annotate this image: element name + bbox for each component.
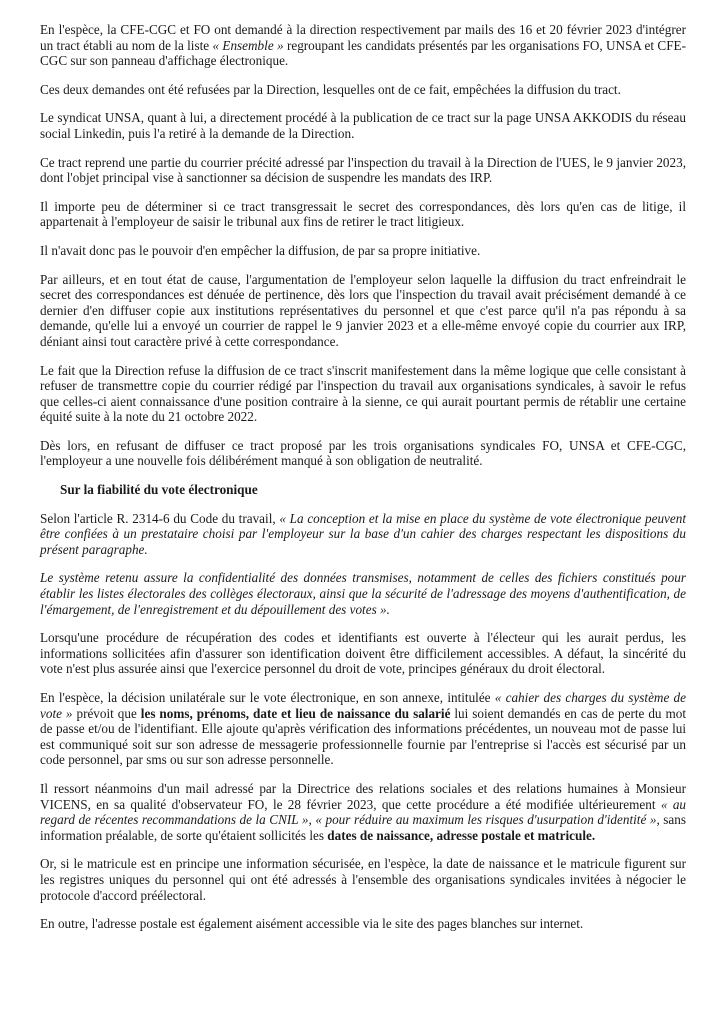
paragraph-postal-address <box>40 916 686 932</box>
paragraph-article-r2314-6 <box>40 511 686 558</box>
text-segment: , sans information préalable, de sorte qu'étaient sollicités les <box>40 812 686 843</box>
text-segment: Il ressort néanmoins d'un mail adressé par la Directrice des relations sociales et des relations humaines à Monsieur VICENS, en sa qualité d'observateur FO, le 28 février 2023, que cette procédure a été modifiée ultérieurement <box>40 780 686 812</box>
legal-quote: « La conception et la mise en place du système de vote électronique peuvent être confiées à un prestataire choisi par l'employeur sur la base d'un cahier des charges respectant les dispositions du présent paragraphe. <box>40 510 686 557</box>
paragraph-refusal-logic <box>40 363 686 425</box>
text-segment: Lorsqu'une procédure de récupération des codes et identifiants est ouverte à l'électeur qui les aurait perdus, les informations sollicitées afin d'assurer son identification doivent être difficilement accessibles. A défaut, la sincérité du vote n'est plus assurée ainsi que l'exercice personnel du droit de vote, principes généraux du droit électoral. <box>40 630 686 677</box>
paragraph-no-power <box>40 243 686 259</box>
paragraph-recovery-procedure <box>40 630 686 677</box>
text-segment: Il importe peu de déterminer si ce tract transgressait le secret des correspondances, dès lors qu'en cas de litige, il appartenait à l'employeur de saisir le tribunal aux fins de retirer le tract litigieux. <box>40 198 686 230</box>
paragraph-unsa-linkedin <box>40 110 686 141</box>
emphasized-text: les noms, prénoms, date et lieu de naissance du salarié <box>140 705 451 721</box>
section-heading-electronic-vote <box>60 482 686 498</box>
text-segment: Ce tract reprend une partie du courrier précité adressé par l'inspection du travail à la Direction de l'UES, le 9 janvier 2023, dont l'objet principal vise à sanctionner sa décision de suspendre les mandats des IRP. <box>40 154 686 186</box>
text-segment: En l'espèce, la CFE-CGC et FO ont demandé à la direction respectivement par mails des 16 et 20 février 2023 d'intégrer un tract établi au nom de la liste <box>40 22 686 53</box>
paragraph-cfe-cgc-fo-requests <box>40 22 686 69</box>
paragraph-system-confidentiality <box>40 570 686 617</box>
heading-text: Sur la fiabilité du vote électronique <box>60 482 258 498</box>
paragraph-employer-argument <box>40 272 686 350</box>
text-segment: Par ailleurs, et en tout état de cause, l'argumentation de l'employeur selon laquelle la diffusion du tract enfreindrait le secret des correspondances est dénuée de pertinence, dès lors que l'inspection du travail avait précisément demandé à ce dernier d'en diffuser copie aux institutions représentatives du personnel et que c'est parce qu'il n'a pas répondu à sa demande, qu'elle lui a envoyé un courrier de rappel le 9 janvier 2023 et a elle-même envoyé copie du courrier aux IRP, déniant ainsi tout caractère privé à cette correspondance. <box>40 271 686 349</box>
quoted-title: « cahier des charges du système de vote » <box>40 690 686 721</box>
text-segment: Dès lors, en refusant de diffuser ce tract proposé par les trois organisations syndicales FO, UNSA et CFE-CGC, l'employeur a une nouvelle fois délibérément manqué à son obligation de neutralité. <box>40 437 686 469</box>
text-segment: Le syndicat UNSA, quant à lui, a directement procédé à la publication de ce tract sur la page UNSA AKKODIS du réseau social Linkedin, puis l'a retiré à la demande de la Direction. <box>40 110 686 141</box>
paragraph-neutrality-breach <box>40 438 686 469</box>
paragraph-requests-refused <box>40 82 686 98</box>
text-segment: prévoit que <box>72 705 141 721</box>
paragraph-secret-correspondence <box>40 199 686 230</box>
quoted-text: « au regard de récentes recommandations de la CNIL », « pour réduire au maximum les risques d'usurpation d'identité » <box>40 796 686 828</box>
paragraph-matricule <box>40 856 686 903</box>
text-segment: regroupant les candidats présentés par les organisations FO, UNSA et CFE-CGC sur son panneau d'affichage électronique. <box>40 37 686 69</box>
text-segment: Selon l'article R. 2314-6 du Code du travail, <box>40 510 280 526</box>
paragraph-procedure-modified <box>40 781 686 843</box>
emphasized-text: dates de naissance, adresse postale et matricule. <box>327 827 596 843</box>
paragraph-unilateral-decision <box>40 690 686 768</box>
list-name-ensemble: « Ensemble » <box>212 37 284 53</box>
paragraph-tract-content <box>40 155 686 186</box>
text-segment: En outre, l'adresse postale est également aisément accessible via le site des pages blanches sur internet. <box>40 916 584 932</box>
text-segment: Or, si le matricule est en principe une information sécurisée, en l'espèce, la date de naissance et le matricule figurent sur les registres uniques du personnel qui ont été adressés à l'ensemble des organisations syndicales invitées à négocier le protocole d'accord préélectoral. <box>40 856 686 903</box>
text-segment: lui soient demandés en cas de perte du mot de passe et/ou de l'identifiant. Elle ajoute qu'après vérification des informations précédentes, un nouveau mot de passe lui est communiqué soit sur son adresse de messagerie professionnelle fournie par l'entreprise si l'accès est sécurisé par un code personnel, par sms ou sur son adresse personnelle. <box>40 705 686 768</box>
text-segment: En l'espèce, la décision unilatérale sur le vote électronique, en son annexe, intitulée <box>40 690 495 705</box>
legal-quote: Le système retenu assure la confidentialité des données transmises, notamment de celles des fichiers constitués pour établir les listes électorales des collèges électoraux, ainsi que la sécurité de l'adressage des moyens d'authentification, de l'émargement, de l'enregistrement et du dépouillement des votes ». <box>40 570 686 617</box>
text-segment: Le fait que la Direction refuse la diffusion de ce tract s'inscrit manifestement dans la même logique que celle consistant à refuser de transmettre copie du courrier rédigé par l'inspection du travail aux organisations syndicales, à savoir le refus que celles-ci aient connaissance d'une position contraire à la sienne, ce qui aurait pourtant permis de rétablir une certaine équité suite à la note du 21 octobre 2022. <box>40 362 686 425</box>
text-segment: Ces deux demandes ont été refusées par la Direction, lesquelles ont de ce fait, empêchées la diffusion du tract. <box>40 81 621 97</box>
text-segment: Il n'avait donc pas le pouvoir d'en empêcher la diffusion, de par sa propre initiative. <box>40 242 481 258</box>
